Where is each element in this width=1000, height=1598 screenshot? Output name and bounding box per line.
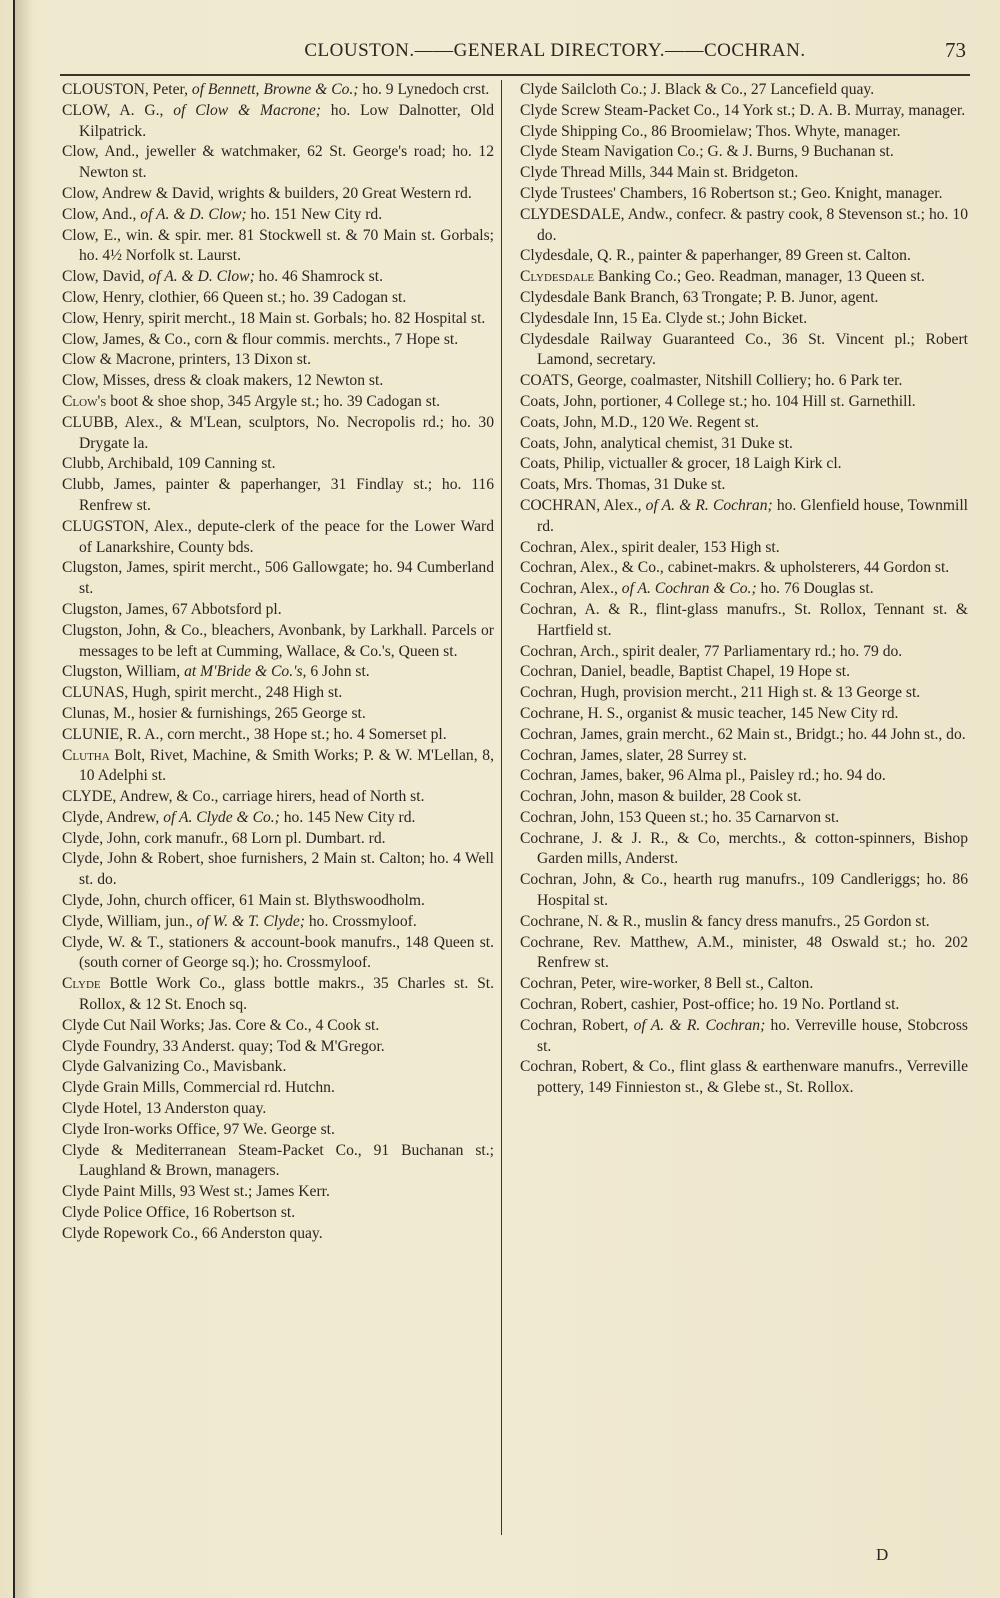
- directory-entry: [62, 1141, 494, 1183]
- entry-text: CLYDESDALE, Andw., confecr. & pastry cook, 8 Stevenson st.; ho. 10 do.: [520, 205, 968, 244]
- entry-text: Clugston, James, 67 Abbotsford pl.: [62, 600, 282, 618]
- directory-entry: [62, 142, 494, 184]
- entry-text: Cochran, James, grain mercht., 62 Main st., Bridgt.; ho. 44 John st., do.: [520, 725, 966, 743]
- directory-entry: [62, 891, 494, 912]
- directory-entry: [62, 288, 494, 309]
- directory-entry: [520, 101, 968, 122]
- directory-entry: [62, 558, 494, 600]
- directory-entry: [520, 995, 968, 1016]
- entry-smallcaps: Clydesdale: [520, 268, 595, 286]
- entry-text: Cochrane, H. S., organist & music teacher, 145 New City rd.: [520, 704, 899, 722]
- directory-entry: [62, 621, 494, 663]
- entry-text: Cochran, Alex.,: [520, 580, 622, 598]
- directory-entry: [520, 933, 968, 975]
- entry-text: CLUNIE, R. A., corn mercht., 38 Hope st.; ho. 4 Somerset pl.: [62, 725, 447, 743]
- directory-entry: [62, 1099, 494, 1120]
- directory-entry: [62, 600, 494, 621]
- entry-text: Clow, Henry, clothier, 66 Queen st.; ho. 39 Cadogan st.: [62, 288, 407, 306]
- entry-text: Clubb, Archibald, 109 Canning st.: [62, 455, 276, 473]
- entry-text: Cochran, Arch., spirit dealer, 77 Parliamentary rd.; ho. 79 do.: [520, 642, 903, 660]
- entry-firm-italic: of A. & D. Clow;: [140, 205, 247, 223]
- entry-firm-italic: of A. & R. Cochran;: [645, 496, 773, 514]
- directory-entry: [62, 226, 494, 268]
- entry-text: Clyde, Andrew,: [62, 808, 164, 826]
- column-divider: [501, 80, 502, 1535]
- directory-entry: [520, 496, 968, 538]
- signature-letter: D: [876, 1545, 889, 1564]
- directory-entry: [62, 1016, 494, 1037]
- directory-entry: [520, 704, 968, 725]
- entry-text: Clyde Ropework Co., 66 Anderston quay.: [62, 1224, 323, 1242]
- directory-entry: [62, 808, 494, 829]
- directory-entry: [62, 974, 494, 1016]
- entry-firm-italic: of A. Cochran & Co.;: [621, 580, 757, 598]
- entry-firm-italic: of A. & R. Cochran;: [633, 1016, 766, 1034]
- directory-entry: [62, 1037, 494, 1058]
- directory-entry: [520, 246, 968, 267]
- header-rule: [60, 74, 970, 76]
- entry-text: Clyde Thread Mills, 344 Main st. Bridgeton.: [520, 164, 799, 182]
- entry-text: Cochran, James, slater, 28 Surrey st.: [520, 746, 747, 764]
- directory-entry: [62, 662, 494, 683]
- entry-text: Clyde Foundry, 33 Anderst. quay; Tod & M'Gregor.: [62, 1037, 385, 1055]
- entry-text: Clyde, John, cork manufr., 68 Lorn pl. Dumbart. rd.: [62, 829, 386, 847]
- entry-text: ho. Low Dalnotter, Old Kilpatrick.: [79, 101, 494, 140]
- entry-text: Clyde Paint Mills, 93 West st.; James Kerr.: [62, 1183, 330, 1201]
- entry-text: Clyde Steam Navigation Co.; G. & J. Burns, 9 Buchanan st.: [520, 143, 894, 161]
- entry-text: Clow, And.,: [62, 205, 141, 223]
- directory-entry: [520, 725, 968, 746]
- directory-entry: [62, 517, 494, 559]
- entry-text: Banking Co.; Geo. Readman, manager, 13 Queen st.: [594, 268, 925, 286]
- entry-smallcaps: Clow's: [62, 392, 107, 410]
- entry-text: Clow, Henry, spirit mercht., 18 Main st. Gorbals; ho. 82 Hospital st.: [62, 309, 486, 327]
- entry-text: Coats, John, portioner, 4 College st.; ho. 104 Hill st. Garnethill.: [520, 392, 916, 410]
- entry-text: Clugston, William,: [62, 663, 185, 681]
- directory-entry: [520, 142, 968, 163]
- entry-text: Clunas, M., hosier & furnishings, 265 George st.: [62, 704, 366, 722]
- directory-entry: [520, 600, 968, 642]
- directory-entry: [62, 392, 494, 413]
- entry-text: ho. 151 New City rd.: [246, 205, 383, 223]
- entry-text: Cochran, Alex., spirit dealer, 153 High st.: [520, 538, 780, 556]
- entry-firm-italic: of A. Clyde & Co.;: [163, 808, 280, 826]
- entry-text: Cochran, John, 153 Queen st.; ho. 35 Carnarvon st.: [520, 808, 840, 826]
- directory-entry: [62, 746, 494, 788]
- directory-entry: [62, 1182, 494, 1203]
- entry-text: Clugston, John, & Co., bleachers, Avonbank, by Larkhall. Parcels or messages to be left at Cumming, Wallace, & Co.'s, Queen st.: [62, 621, 494, 660]
- entry-firm-italic: of W. & T. Clyde;: [196, 912, 305, 930]
- entry-text: COCHRAN, Alex.,: [520, 496, 646, 514]
- directory-entry: [520, 766, 968, 787]
- directory-entry: [520, 829, 968, 871]
- entry-text: ho. Glenfield house, Townmill rd.: [537, 496, 968, 535]
- directory-entry: [520, 912, 968, 933]
- directory-entry: [62, 849, 494, 891]
- directory-entry: [520, 163, 968, 184]
- directory-entry: [62, 912, 494, 933]
- directory-entry: [62, 205, 494, 226]
- directory-entry: [520, 870, 968, 912]
- entry-text: Clydesdale, Q. R., painter & paperhanger, 89 Green st. Calton.: [520, 247, 911, 265]
- entry-text: Clow & Macrone, printers, 13 Dixon st.: [62, 351, 312, 369]
- directory-entry: [62, 787, 494, 808]
- entry-text: Clyde Shipping Co., 86 Broomielaw; Thos. Whyte, manager.: [520, 122, 901, 140]
- entry-text: Bottle Work Co., glass bottle makrs., 35 Charles st. St. Rollox, & 12 St. Enoch sq.: [79, 975, 494, 1014]
- entry-text: Clow, And., jeweller & watchmaker, 62 St. George's road; ho. 12 Newton st.: [62, 143, 494, 182]
- entry-text: Cochran, A. & R., flint-glass manufrs., St. Rollox, Tennant st. & Hartfield st.: [520, 600, 968, 639]
- entry-text: Clow, Misses, dress & cloak makers, 12 Newton st.: [62, 372, 384, 390]
- entry-text: Clugston, James, spirit mercht., 506 Gallowgate; ho. 94 Cumberland st.: [62, 559, 494, 598]
- entry-text: CLYDE, Andrew, & Co., carriage hirers, head of North st.: [62, 788, 425, 806]
- entry-text: Cochran, Peter, wire-worker, 8 Bell st., Calton.: [520, 975, 814, 993]
- directory-entry: [520, 475, 968, 496]
- directory-entry: [62, 101, 494, 143]
- entry-text: Cochrane, J. & J. R., & Co, merchts., & cotton-spinners, Bishop Garden mills, Anderst.: [520, 829, 968, 868]
- entry-text: Clyde, William, jun.,: [62, 912, 197, 930]
- entry-text: CLOW, A. G.,: [62, 101, 174, 119]
- entry-text: Coats, Philip, victualler & grocer, 18 Laigh Kirk cl.: [520, 455, 842, 473]
- entry-text: Clow, David,: [62, 268, 149, 286]
- entry-text: Clyde Sailcloth Co.; J. Black & Co., 27 Lancefield quay.: [520, 81, 875, 98]
- entry-text: CLUBB, Alex., & M'Lean, sculptors, No. Necropolis rd.; ho. 30 Drygate la.: [62, 413, 494, 452]
- entry-text: Clydesdale Bank Branch, 63 Trongate; P. B. Junor, agent.: [520, 288, 879, 306]
- left-column: [62, 80, 494, 1245]
- entry-text: Cochrane, Rev. Matthew, A.M., minister, 48 Oswald st.; ho. 202 Renfrew st.: [520, 933, 968, 972]
- entry-text: ho. 46 Shamrock st.: [254, 268, 383, 286]
- entry-text: Clubb, James, painter & paperhanger, 31 Findlay st.; ho. 116 Renfrew st.: [62, 476, 494, 514]
- page-number: 73: [945, 38, 966, 62]
- directory-entry: [520, 579, 968, 600]
- entry-text: ho. Crossmyloof.: [304, 912, 417, 930]
- directory-entry: [62, 184, 494, 205]
- directory-entry: [520, 1057, 968, 1099]
- entry-firm-italic: of Bennett, Browne & Co.;: [191, 81, 359, 98]
- directory-entry: [520, 662, 968, 683]
- directory-entry: [62, 1224, 494, 1245]
- directory-entry: [520, 434, 968, 455]
- page-header: [60, 38, 970, 68]
- entry-text: Clyde Grain Mills, Commercial rd. Hutchn.: [62, 1079, 335, 1097]
- entry-text: Cochran, Robert,: [520, 1016, 634, 1034]
- entry-firm-italic: of Clow & Macrone;: [173, 101, 321, 119]
- entry-text: Clyde Hotel, 13 Anderston quay.: [62, 1100, 267, 1118]
- entry-text: Clow, James, & Co., corn & flour commis. merchts., 7 Hope st.: [62, 330, 459, 348]
- entry-smallcaps: Clutha: [62, 746, 110, 764]
- entry-text: ho. 9 Lynedoch crst.: [358, 81, 490, 98]
- entry-text: Clow, Andrew & David, wrights & builders, 20 Great Western rd.: [62, 184, 472, 202]
- directory-entry: [62, 725, 494, 746]
- entry-text: Clydesdale Railway Guaranteed Co., 36 St. Vincent pl.; Robert Lamond, secretary.: [520, 330, 968, 369]
- entry-smallcaps: Clyde: [62, 975, 101, 993]
- directory-entry: [520, 642, 968, 663]
- entry-text: Clydesdale Inn, 15 Ea. Clyde st.; John Bicket.: [520, 309, 808, 327]
- directory-entry: [520, 371, 968, 392]
- entry-text: ho. 145 New City rd.: [279, 808, 416, 826]
- directory-entry: [520, 122, 968, 143]
- directory-entry: [520, 80, 968, 101]
- entry-text: Clow, E., win. & spir. mer. 81 Stockwell st. & 70 Main st. Gorbals; ho. 4½ Norfolk st. Laurst.: [62, 226, 494, 265]
- entry-text: Clyde, W. & T., stationers & account-book manufrs., 148 Queen st. (south corner of George sq.); ho. Crossmyloof.: [62, 933, 494, 972]
- binding-shadow: [15, 0, 33, 1598]
- directory-entry: [62, 1203, 494, 1224]
- entry-text: Cochran, James, baker, 96 Alma pl., Paisley rd.; ho. 94 do.: [520, 767, 886, 785]
- entry-text: Clyde Galvanizing Co., Mavisbank.: [62, 1058, 287, 1076]
- entry-text: ho. 76 Douglas st.: [756, 580, 874, 598]
- directory-entry: [62, 933, 494, 975]
- entry-text: Clyde, John & Robert, shoe furnishers, 2 Main st. Calton; ho. 4 Well st. do.: [62, 850, 494, 889]
- entry-text: Coats, John, analytical chemist, 31 Duke st.: [520, 434, 793, 452]
- entry-text: Cochrane, N. & R., muslin & fancy dress manufrs., 25 Gordon st.: [520, 912, 930, 930]
- directory-entry: [62, 350, 494, 371]
- directory-entry: [520, 974, 968, 995]
- directory-entry: [520, 184, 968, 205]
- directory-entry: [62, 1078, 494, 1099]
- entry-text: CLUNAS, Hugh, spirit mercht., 248 High st.: [62, 684, 343, 702]
- directory-entry: [520, 309, 968, 330]
- directory-entry: [520, 683, 968, 704]
- entry-text: Cochran, Robert, & Co., flint glass & earthenware manufrs., Verreville pottery, 149 Finnieston st., & Glebe st., St. Rollox.: [520, 1058, 968, 1097]
- directory-entry: [62, 1057, 494, 1078]
- right-column: [520, 80, 968, 1099]
- directory-entry: [62, 330, 494, 351]
- directory-entry: [62, 454, 494, 475]
- entry-text: Clyde & Mediterranean Steam-Packet Co., 91 Buchanan st.; Laughland & Brown, managers.: [62, 1141, 494, 1180]
- entry-text: Cochran, Robert, cashier, Post-office; ho. 19 No. Portland st.: [520, 996, 900, 1014]
- directory-entry: [62, 371, 494, 392]
- directory-entry: [520, 538, 968, 559]
- directory-entry: [62, 475, 494, 517]
- entry-firm-italic: of A. & D. Clow;: [148, 268, 255, 286]
- entry-text: Coats, Mrs. Thomas, 31 Duke st.: [520, 476, 726, 494]
- directory-entry: [62, 267, 494, 288]
- entry-text: CLOUSTON, Peter,: [62, 81, 192, 98]
- directory-entry: [520, 808, 968, 829]
- directory-entry: [520, 1016, 968, 1058]
- entry-text: Clyde, John, church officer, 61 Main st. Blythswoodholm.: [62, 892, 425, 910]
- entry-text: Cochran, John, mason & builder, 28 Cook st.: [520, 788, 802, 806]
- directory-entry: [520, 267, 968, 288]
- entry-text: Cochran, Daniel, beadle, Baptist Chapel, 19 Hope st.: [520, 663, 850, 681]
- directory-entry: [62, 683, 494, 704]
- entry-text: ho. Verreville house, Stobcross st.: [537, 1016, 968, 1055]
- directory-entry: [520, 746, 968, 767]
- entry-text: CLUGSTON, Alex., depute-clerk of the peace for the Lower Ward of Lanarkshire, County bds.: [62, 517, 494, 556]
- entry-text: Clyde Police Office, 16 Robertson st.: [62, 1204, 296, 1222]
- entry-text: Clyde Cut Nail Works; Jas. Core & Co., 4 Cook st.: [62, 1016, 380, 1034]
- entry-text: Cochran, John, & Co., hearth rug manufrs., 109 Candleriggs; ho. 86 Hospital st.: [520, 871, 968, 910]
- entry-text: Clyde Iron-works Office, 97 We. George st.: [62, 1120, 335, 1138]
- entry-text: Cochran, Alex., & Co., cabinet-makrs. & upholsterers, 44 Gordon st.: [520, 559, 950, 577]
- entry-text: Clyde Trustees' Chambers, 16 Robertson st.; Geo. Knight, manager.: [520, 184, 943, 202]
- directory-entry: [520, 787, 968, 808]
- directory-entry: [520, 454, 968, 475]
- directory-entry: [62, 309, 494, 330]
- directory-entry: [520, 288, 968, 309]
- entry-text: Bolt, Rivet, Machine, & Smith Works; P. & W. M'Lellan, 8, 10 Adelphi st.: [79, 746, 494, 785]
- directory-entry: [62, 413, 494, 455]
- entry-firm-italic: at M'Bride & Co.'s,: [184, 663, 307, 681]
- directory-entry: [62, 829, 494, 850]
- directory-entry: [62, 80, 494, 101]
- directory-entry: [520, 205, 968, 247]
- directory-entry: [520, 330, 968, 372]
- entry-text: COATS, George, coalmaster, Nitshill Colliery; ho. 6 Park ter.: [520, 372, 903, 390]
- directory-entry: [62, 704, 494, 725]
- directory-entry: [520, 558, 968, 579]
- directory-entry: [62, 1120, 494, 1141]
- entry-text: 6 John st.: [306, 663, 370, 681]
- entry-text: Cochran, Hugh, provision mercht., 211 High st. & 13 George st.: [520, 684, 921, 702]
- directory-entry: [520, 413, 968, 434]
- entry-text: Clyde Screw Steam-Packet Co., 14 York st.; D. A. B. Murray, manager.: [520, 101, 966, 119]
- entry-text: boot & shoe shop, 345 Argyle st.; ho. 39 Cadogan st.: [106, 392, 441, 410]
- running-head: CLOUSTON.——GENERAL DIRECTORY.——COCHRAN.: [304, 40, 806, 61]
- directory-entry: [520, 392, 968, 413]
- entry-text: Coats, John, M.D., 120 We. Regent st.: [520, 413, 759, 431]
